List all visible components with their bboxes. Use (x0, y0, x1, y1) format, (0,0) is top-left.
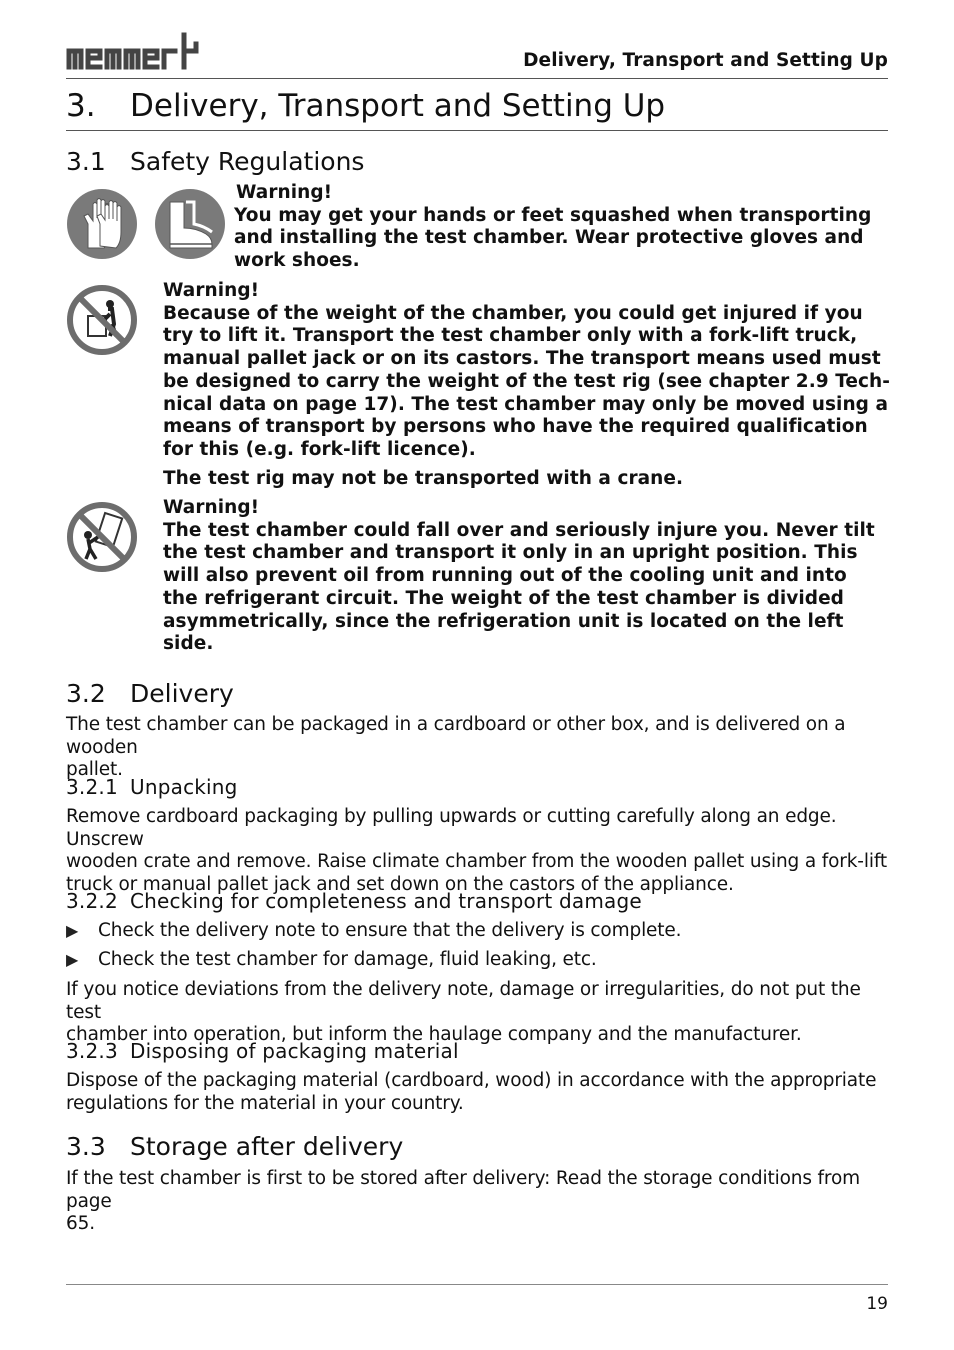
list-item: ▶ Check the test chamber for damage, fluid leaking, etc. (66, 949, 597, 970)
no-tilting-icon (66, 501, 138, 573)
warning-block (236, 182, 896, 273)
paragraph: Remove cardboard packaging by pulling upwards or cutting carefully along an edge. Unscrew wooden crate and remove. Raise climate chamber from the wooden pallet using a fork-lift truck or manual pallet jack and set down on the castors of the appliance. (66, 806, 887, 896)
warning-line: for this (e.g. fork-lift licence). (163, 438, 476, 460)
chapter-rule (66, 130, 888, 131)
warning-heading: Warning! (236, 182, 333, 203)
subsection-heading-disposing: 3.2.3 Disposing of packaging material (66, 1039, 459, 1063)
warning-line: asymmetrically, since the refrigeration unit is located on the left (163, 610, 844, 632)
header-rule (66, 78, 888, 79)
page-number: 19 (866, 1294, 888, 1314)
warning-line: Because of the weight of the chamber, you could get injured if you (163, 302, 863, 324)
subsection-heading-checking: 3.2.2 Checking for completeness and transport damage (66, 889, 642, 913)
memmert-logo (66, 30, 216, 72)
warning-line: try to lift it. Transport the test chamber only with a fork-lift truck, (163, 325, 858, 347)
list-item: ▶ Check the delivery note to ensure that the delivery is complete. (66, 920, 682, 941)
warning-block (163, 280, 898, 490)
warning-line: will also prevent oil from running out of the cooling unit and into (163, 565, 847, 587)
svg-text:memmert: memmert (66, 30, 71, 31)
no-lifting-icon (66, 284, 138, 356)
warning-heading: Warning! (163, 497, 260, 518)
bullet-arrow-icon: ▶ (66, 950, 79, 969)
paragraph: If you notice deviations from the delivery note, damage or irregularities, do not put the test chamber into operation, but inform the haulage company and the manufacturer. (66, 979, 861, 1046)
footer-rule (66, 1284, 888, 1285)
protective-gloves-icon (66, 188, 138, 260)
warning-line: the test chamber and transport it only in an upright position. This (163, 542, 858, 564)
paragraph: Dispose of the packaging material (cardboard, wood) in accordance with the appropriate regulations for the material in your country. (66, 1070, 877, 1114)
warning-line: nical data on page 17). The test chamber may only be moved using a (163, 393, 888, 415)
warning-line: the refrigerant circuit. The weight of the test chamber is divided (163, 587, 844, 609)
warning-line: work shoes. (234, 250, 360, 272)
warning-line: side. (163, 633, 214, 655)
warning-line: manual pallet jack or on its castors. The transport means used must (163, 348, 881, 370)
chapter-title: 3. Delivery, Transport and Setting Up (66, 88, 666, 124)
running-header: Delivery, Transport and Setting Up (523, 50, 888, 71)
subsection-heading-unpacking: 3.2.1 Unpacking (66, 775, 238, 799)
warning-line: You may get your hands or feet squashed when transporting (234, 204, 872, 226)
warning-line: be designed to carry the weight of the test rig (see chapter 2.9 Tech- (163, 370, 890, 392)
section-heading-safety: 3.1 Safety Regulations (66, 147, 365, 176)
warning-heading: Warning! (163, 280, 260, 301)
warning-line: and installing the test chamber. Wear protective gloves and (234, 227, 864, 249)
warning-line: The test chamber could fall over and seriously injure you. Never tilt (163, 519, 875, 541)
warning-line: The test rig may not be transported with a crane. (163, 467, 684, 489)
warning-line: means of transport by persons who have the required qualification (163, 416, 868, 438)
bullet-arrow-icon: ▶ (66, 921, 79, 940)
paragraph: The test chamber can be packaged in a cardboard or other box, and is delivered on a wooden pallet. (66, 714, 846, 781)
paragraph: If the test chamber is first to be stored after delivery: Read the storage conditions from page 65. (66, 1168, 861, 1235)
section-heading-delivery: 3.2 Delivery (66, 679, 234, 708)
work-shoes-icon (154, 188, 226, 260)
warning-block (163, 497, 898, 656)
section-heading-storage: 3.3 Storage after delivery (66, 1132, 404, 1161)
